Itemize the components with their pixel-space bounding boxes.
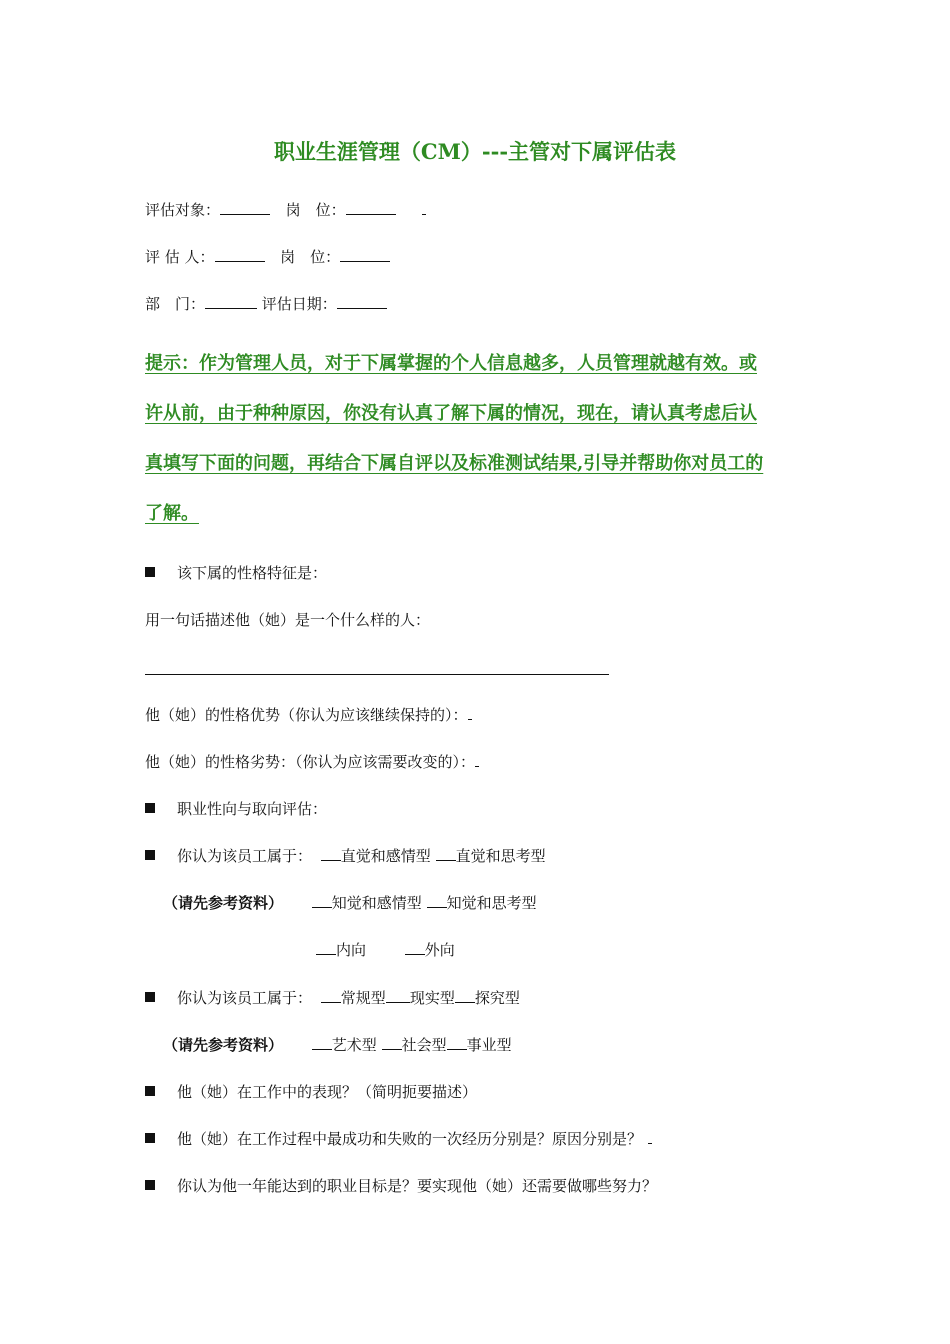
blank-eval-date[interactable] [337,294,387,309]
type-question-1 [145,846,546,866]
success-failure-question [145,1129,652,1149]
type-question-1-row-3 [316,940,455,960]
weaknesses-blank[interactable] [475,752,479,767]
option-blank[interactable] [427,893,447,908]
label-evaluatee: 评估对象： [145,201,221,219]
blank-position-2[interactable] [340,247,390,262]
describe-prompt: 用一句话描述他（她）是一个什么样的人： [145,611,431,629]
blank-position-1[interactable] [346,200,396,215]
option-blank[interactable] [436,846,456,861]
type-q1-label: 你认为该员工属于： [177,847,313,865]
bullet-icon [145,850,155,860]
blank-evaluatee[interactable] [220,200,270,215]
option-blank[interactable] [312,1035,332,1050]
option-extrovert: 外向 [424,941,455,959]
bullet-icon [145,992,155,1002]
bullet-icon [145,1180,155,1190]
option-intuitive-thinking: 直觉和思考型 [455,847,546,865]
success-failure-text: 他（她）在工作过程中最成功和失败的一次经历分别是？原因分别是？ [177,1130,643,1148]
tip-line-3: 真填写下面的问题，再结合下属自评以及标准测试结果,引导并帮助你对员工的 [145,453,764,474]
option-realistic: 现实型 [409,989,455,1007]
document-title: 职业生涯管理（CM）---主管对下属评估表 [273,139,677,164]
field-row-department [145,294,387,314]
performance-question [145,1082,477,1102]
strengths-text: 他（她）的性格优势（你认为应该继续保持的）： [145,706,468,724]
option-introvert: 内向 [336,941,367,959]
option-blank[interactable] [321,846,341,861]
blank-department[interactable] [205,294,257,309]
option-blank[interactable] [316,940,336,955]
type-question-2-row-2 [163,1035,512,1055]
label-eval-date: 评估日期： [261,295,337,313]
field-row-evaluator [145,247,390,267]
blank-mark [422,200,426,215]
option-blank[interactable] [405,940,425,955]
describe-answer-line[interactable] [145,674,609,675]
goal-question-text: 你认为他一年能达到的职业目标是？要实现他（她）还需要做哪些努力？ [177,1177,658,1195]
label-department: 部 门： [145,295,206,313]
career-heading [145,799,327,819]
option-conventional: 常规型 [340,989,386,1007]
weaknesses-question [145,752,479,772]
strengths-blank[interactable] [468,705,472,720]
goal-question [145,1176,657,1196]
tip-line-4 [145,502,217,526]
field-row-evaluatee [145,200,426,220]
type-question-1-row-2 [163,893,537,913]
type-question-2 [145,988,520,1008]
option-enterprising: 事业型 [466,1036,512,1054]
option-blank[interactable] [455,988,475,1003]
personality-heading [145,563,327,583]
option-intuitive-feeling: 直觉和感情型 [340,847,431,865]
option-sensing-feeling: 知觉和感情型 [331,894,422,912]
reference-note-1: （请先参考资料） [163,894,284,912]
reference-note-2: （请先参考资料） [163,1036,284,1054]
label-position-2: 岗 位： [280,248,341,266]
option-sensing-thinking: 知觉和思考型 [446,894,537,912]
tip-line-1: 提示：作为管理人员，对于下属掌握的个人信息越多，人员管理就越有效。或 [145,353,757,374]
label-evaluator: 评 估 人： [145,248,215,266]
option-social: 社会型 [401,1036,447,1054]
bullet-icon [145,567,155,577]
success-failure-blank[interactable] [648,1129,652,1144]
personality-heading-text: 该下属的性格特征是： [177,564,328,582]
strengths-question [145,705,472,725]
bullet-icon [145,1133,155,1143]
label-position-1: 岗 位： [285,201,346,219]
option-blank[interactable] [386,988,410,1003]
bullet-icon [145,803,155,813]
option-blank[interactable] [321,988,341,1003]
career-heading-text: 职业性向与取向评估： [177,800,328,818]
option-blank[interactable] [312,893,332,908]
option-blank[interactable] [382,1035,402,1050]
option-artistic: 艺术型 [331,1036,377,1054]
weaknesses-text: 他（她）的性格劣势：（你认为应该需要改变的）： [145,753,476,771]
blank-evaluator[interactable] [215,247,265,262]
tip-line-2: 许从前，由于种种原因，你没有认真了解下属的情况，现在，请认真考虑后认 [145,403,757,424]
performance-question-text: 他（她）在工作中的表现？（简明扼要描述） [177,1083,478,1101]
option-blank[interactable] [447,1035,467,1050]
option-investigative: 探究型 [474,989,520,1007]
tip-line-4-text: 了解。 [145,503,199,524]
type-q2-label: 你认为该员工属于： [177,989,313,1007]
bullet-icon [145,1086,155,1096]
